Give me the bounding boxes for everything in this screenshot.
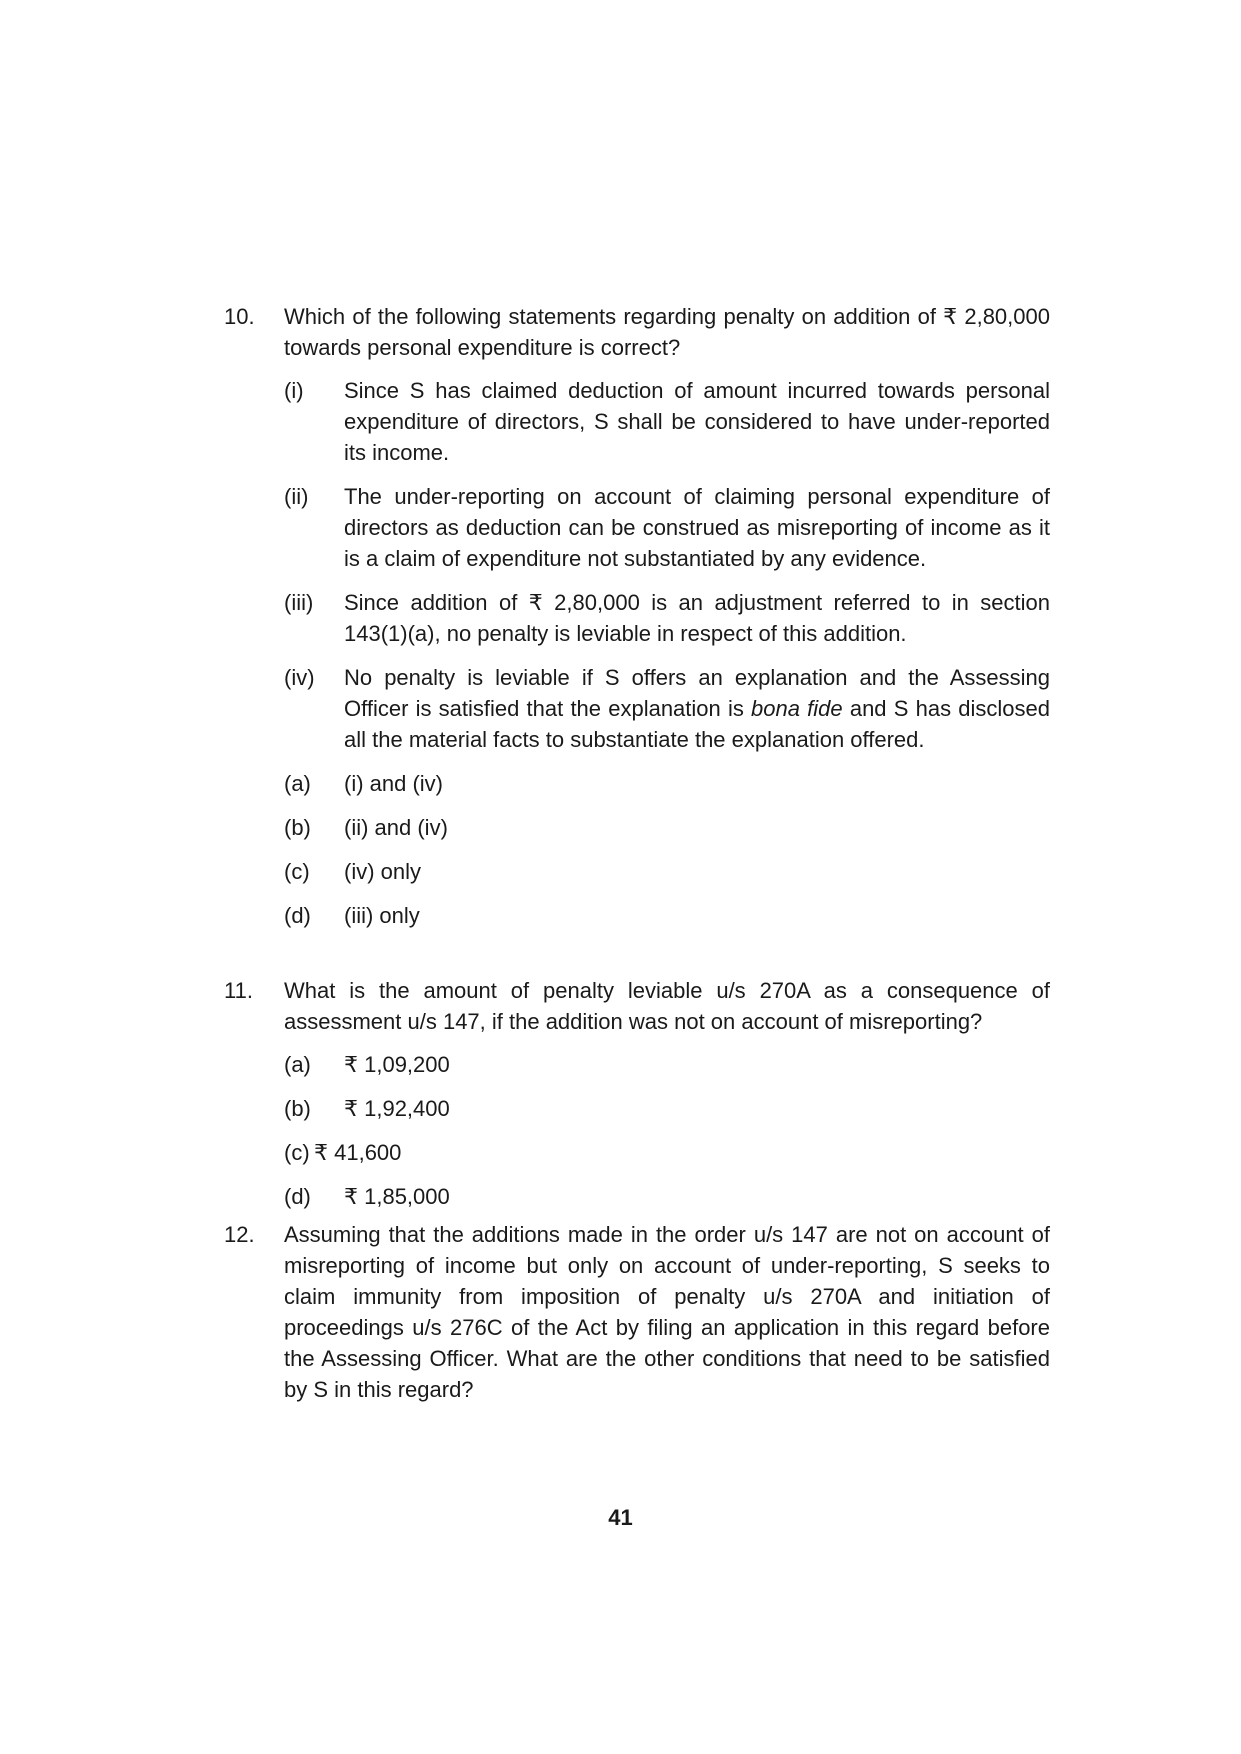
option-text: ₹ 1,85,000 — [344, 1184, 450, 1209]
option-label: (d) — [284, 1184, 311, 1209]
statement-item — [284, 481, 1050, 574]
statement-label: (iii) — [284, 590, 314, 615]
option-d — [284, 1181, 1050, 1212]
statement-text: Since S has claimed deduction of amount incurred towards personal expenditure of directors, S shall be considered to have under-reported its income. — [344, 378, 1050, 465]
question-text: Assuming that the additions made in the order u/s 147 are not on account of misreporting of income but only on account of under-reporting, S seeks to claim immunity from imposition of penalty u/s 270A and initiation of proceedings u/s 276C of the Act by filing an application in this regard before the Assessing Officer. What are the other conditions that need to be satisfied by S in this regard? — [284, 1222, 1050, 1402]
statement-text: The under-reporting on account of claiming personal expenditure of directors as deduction can be construed as misreporting of income as it is a claim of expenditure not substantiated by any evidence. — [344, 484, 1050, 571]
option-label: (d) — [284, 903, 311, 928]
question-number: 11. — [224, 978, 253, 1003]
page-number: 41 — [608, 1505, 633, 1530]
option-label: (c) — [284, 859, 310, 884]
question-text: Which of the following statements regarding penalty on addition of ₹ 2,80,000 towards personal expenditure is correct? — [284, 304, 1050, 360]
question-12 — [224, 1219, 1050, 1405]
option-label: (a) — [284, 771, 311, 796]
statement-item — [284, 587, 1050, 649]
option-label: (c) — [284, 1140, 310, 1165]
statement-label: (i) — [284, 378, 304, 403]
question-number: 12. — [224, 1222, 255, 1247]
statement-text-part: No penalty is leviable if S offers an explanation and the Assessing Officer is satisfied that the explanation is — [344, 665, 1050, 721]
option-a — [284, 1049, 1050, 1080]
option-c — [284, 856, 1050, 887]
question-11 — [224, 975, 1050, 1212]
statement-item — [284, 375, 1050, 468]
statement-label: (ii) — [284, 484, 309, 509]
option-text: ₹ 1,09,200 — [344, 1052, 450, 1077]
option-text: (ii) and (iv) — [344, 815, 448, 840]
option-b — [284, 812, 1050, 843]
option-b — [284, 1093, 1050, 1124]
option-c — [284, 1137, 1050, 1168]
option-text: ₹ 1,92,400 — [344, 1096, 450, 1121]
statement-label: (iv) — [284, 665, 315, 690]
statement-text: Since addition of ₹ 2,80,000 is an adjustment referred to in section 143(1)(a), no penalty is leviable in respect of this addition. — [344, 590, 1050, 646]
statement-item — [284, 662, 1050, 755]
question-10 — [224, 301, 1050, 931]
option-text: (iv) only — [344, 859, 422, 884]
option-text: (i) and (iv) — [344, 771, 444, 796]
option-a — [284, 768, 1050, 799]
option-text: ₹ 41,600 — [314, 1140, 402, 1165]
option-label: (b) — [284, 1096, 311, 1121]
option-d — [284, 900, 1050, 931]
option-label: (a) — [284, 1052, 311, 1077]
statement-text — [344, 662, 1050, 755]
question-text: What is the amount of penalty leviable u/s 270A as a consequence of assessment u/s 147, if the addition was not on account of misreporting? — [284, 978, 1050, 1034]
question-number: 10. — [224, 304, 255, 329]
option-label: (b) — [284, 815, 311, 840]
statement-text-part: and S has disclosed all the material facts to substantiate the explanation offered. — [344, 696, 1050, 752]
option-text: (iii) only — [344, 903, 420, 928]
statement-text-italic: bona fide — [751, 696, 843, 721]
